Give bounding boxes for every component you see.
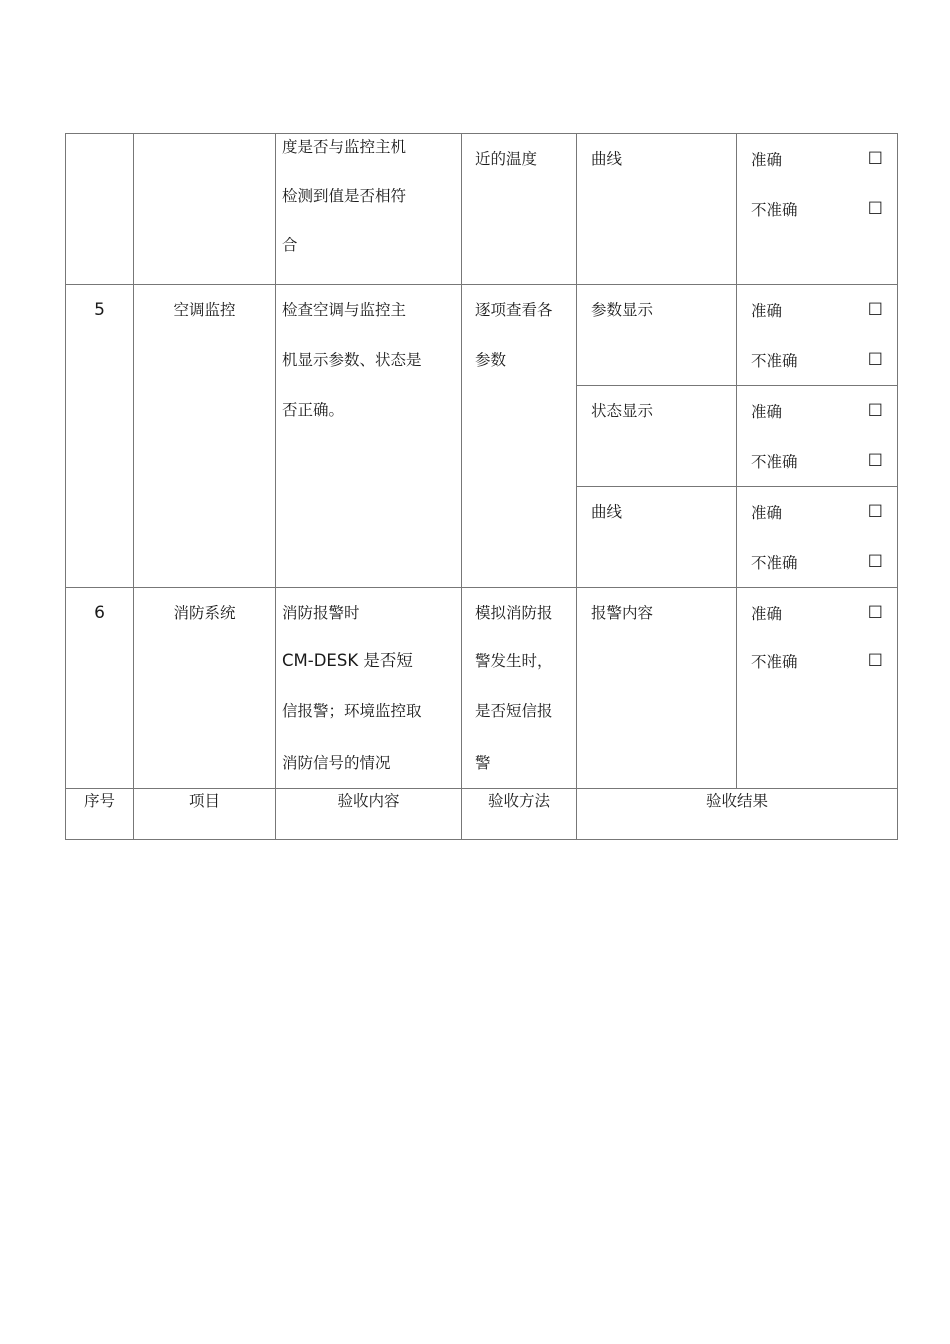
result-label: 不准确: [751, 201, 798, 219]
result-option: [751, 537, 883, 587]
cell-result: [737, 588, 898, 789]
table-header-row: [66, 789, 898, 840]
subitem-label: 状态显示: [591, 402, 654, 420]
result-option: [751, 386, 883, 436]
cell-method: [462, 588, 577, 789]
checkbox-icon[interactable]: ☐: [867, 603, 883, 623]
result-option: [751, 285, 883, 335]
result-label: 不准确: [751, 453, 798, 471]
result-label: 准确: [751, 605, 783, 623]
content-line: 度是否与监控主机: [282, 138, 407, 156]
subitem-label: 参数显示: [591, 301, 654, 319]
cell-item: [134, 134, 276, 285]
result-label: 准确: [751, 403, 783, 421]
content-line: 消防信号的情况: [282, 754, 391, 772]
cell-no: [66, 134, 134, 285]
result-option: [751, 588, 883, 638]
result-option: [751, 436, 883, 486]
header-result: 验收结果: [577, 789, 898, 840]
cell-item: 消防系统: [134, 588, 276, 789]
header-content: 验收内容: [276, 789, 462, 840]
checkbox-icon[interactable]: ☐: [867, 651, 883, 671]
result-label: 不准确: [751, 554, 798, 572]
cell-subitem: [577, 134, 737, 285]
content-line: CM-DESK 是否短: [282, 651, 413, 670]
header-item: 项目: [134, 789, 276, 840]
cell-method: [462, 134, 577, 285]
method-line: 近的温度: [475, 150, 538, 168]
method-line: 警发生时，: [475, 652, 553, 670]
result-label: 准确: [751, 504, 783, 522]
cell-item: 空调监控: [134, 285, 276, 588]
checkbox-icon[interactable]: ☐: [867, 149, 883, 169]
content-line: 合: [282, 236, 298, 254]
content-line: 机显示参数、状态是: [282, 351, 422, 369]
subitem-label: 曲线: [591, 503, 623, 521]
cell-method: [462, 285, 577, 588]
checkbox-icon[interactable]: ☐: [867, 502, 883, 522]
header-no: 序号: [66, 789, 134, 840]
cell-subitem: [577, 285, 737, 386]
cell-result: [737, 386, 898, 487]
result-label: 准确: [751, 302, 783, 320]
result-option: [751, 184, 883, 234]
content-line: 消防报警时: [282, 604, 360, 622]
checkbox-icon[interactable]: ☐: [867, 350, 883, 370]
cell-no: 6: [66, 588, 134, 789]
checkbox-icon[interactable]: ☐: [867, 552, 883, 572]
cell-content: [276, 285, 462, 588]
cell-result: [737, 487, 898, 588]
result-label: 不准确: [751, 352, 798, 370]
checkbox-icon[interactable]: ☐: [867, 199, 883, 219]
acceptance-table: [65, 133, 898, 840]
table-row-5: [66, 285, 898, 386]
table-row-continued: [66, 134, 898, 285]
method-line: 警: [475, 754, 491, 772]
method-line: 参数: [475, 351, 507, 369]
subitem-label: 曲线: [591, 150, 623, 168]
content-line: 否正确。: [282, 401, 345, 419]
method-line: 逐项查看各: [475, 301, 553, 319]
content-line: 信报警；环境监控取: [282, 702, 422, 720]
cell-subitem: [577, 487, 737, 588]
method-line: 模拟消防报: [475, 604, 553, 622]
result-option: [751, 638, 883, 684]
result-option: [751, 134, 883, 184]
checkbox-icon[interactable]: ☐: [867, 451, 883, 471]
cell-subitem: [577, 588, 737, 789]
subitem-label: 报警内容: [591, 604, 654, 622]
method-line: 是否短信报: [475, 702, 553, 720]
result-label: 准确: [751, 151, 783, 169]
checkbox-icon[interactable]: ☐: [867, 401, 883, 421]
cell-content: [276, 588, 462, 789]
content-line: 检查空调与监控主: [282, 301, 407, 319]
cell-result: [737, 285, 898, 386]
result-label: 不准确: [751, 653, 798, 671]
checkbox-icon[interactable]: ☐: [867, 300, 883, 320]
result-option: [751, 487, 883, 537]
cell-subitem: [577, 386, 737, 487]
cell-no: 5: [66, 285, 134, 588]
content-line: 检测到值是否相符: [282, 187, 407, 205]
cell-result: [737, 134, 898, 285]
result-option: [751, 335, 883, 385]
table-row-6: [66, 588, 898, 789]
header-method: 验收方法: [462, 789, 577, 840]
cell-content: [276, 134, 462, 285]
